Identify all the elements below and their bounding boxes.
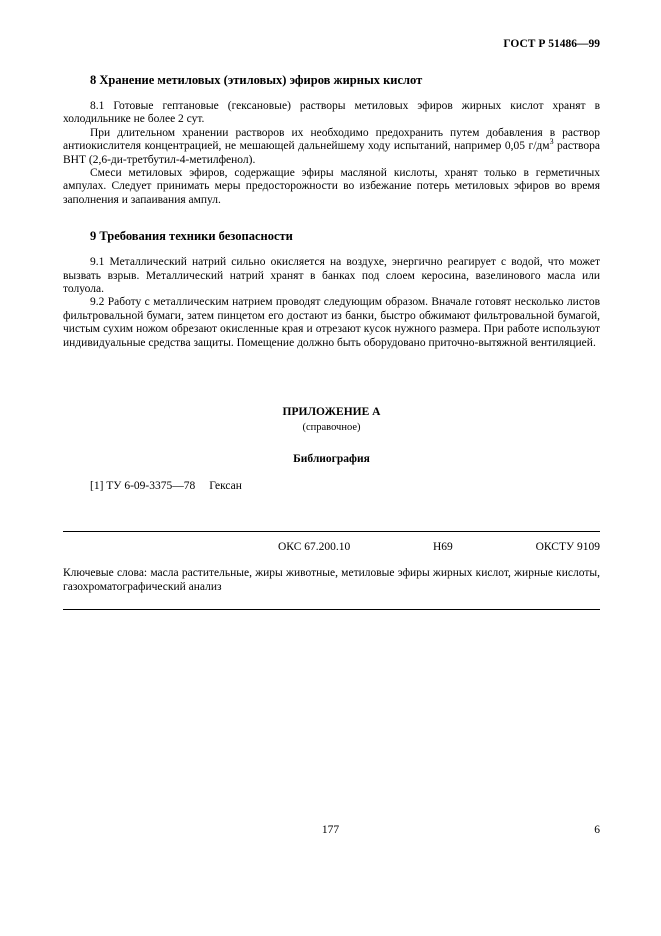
bibliography-item-ref: [1] ТУ 6-09-3375—78 xyxy=(90,480,196,493)
doc-number: ГОСТ Р 51486—99 xyxy=(503,38,600,50)
paragraph-8-storage-text: При длительном хранении растворов их необходимо предохранить путем добавления в раствор антиокислителя концентрацией, не мешающей дальнейшему ходу испытаний, например 0,05 г/дм xyxy=(63,126,600,153)
keywords-paragraph: Ключевые слова: масла растительные, жиры животные, метиловые эфиры жирных кислот, жирные кислоты, газохроматографический анализ xyxy=(63,567,600,593)
oks-code: ОКС 67.200.10 xyxy=(278,541,351,554)
page-content xyxy=(63,38,600,610)
section-9-title: 9 Требования техники безопасности xyxy=(90,229,293,244)
bibliography-item xyxy=(63,480,600,493)
appendix-title: ПРИЛОЖЕНИЕ А xyxy=(282,406,381,419)
appendix-block xyxy=(63,406,600,434)
page-number: 177 xyxy=(321,824,340,836)
paragraph-8-ampoules: Смеси метиловых эфиров, содержащие эфиры масляной кислоты, хранят только в герметичных ампулах. Следует принимать меры предосторожности во избежание потерь метиловых эфиров во время заполнения и запаивания ампул. xyxy=(63,167,600,206)
section-8-title: 8 Хранение метиловых (этиловых) эфиров жирных кислот xyxy=(90,73,423,87)
superscript-3: 3 xyxy=(549,137,554,147)
divider-bottom xyxy=(63,609,600,610)
paragraph-8-storage-tail: раствора ВНТ (2,6-ди-третбутил-4-метилфенол). xyxy=(63,140,600,166)
class-code: Н69 xyxy=(433,541,453,554)
divider-top xyxy=(63,531,600,532)
paragraph-9-2: 9.2 Работу с металлическим натрием проводят следующим образом. Вначале готовят несколько листов фильтровальной бумаги, затем пинцетом его достают из банки, быстро обжимают фильтровальной бумагой, чистым сухим ножом обрезают окисленные края и отрезают кусок нужного размера. При работе используют индивидуальные средства защиты. Помещение должно быть оборудовано приточно-вытяжной вентиляцией. xyxy=(63,296,600,349)
sheet-number: 6 xyxy=(594,824,600,836)
paragraph-8-storage xyxy=(63,127,600,167)
appendix-subtitle: (справочное) xyxy=(302,422,361,434)
bibliography-title: Библиография xyxy=(293,453,370,466)
paragraph-9-1: 9.1 Металлический натрий сильно окисляется на воздухе, энергично реагирует с водой, что может вызвать взрыв. Металлический натрий хранят в банках под слоем керосина, вазелинового масла или толуола. xyxy=(63,256,600,296)
paragraph-8-1: 8.1 Готовые гептановые (гексановые) растворы метиловых эфиров жирных кислот хранят в холодильнике не более 2 сут. xyxy=(63,100,600,126)
bibliography-item-name: Гексан xyxy=(209,480,242,493)
classification-codes-row xyxy=(63,541,600,554)
okstu-code: ОКСТУ 9109 xyxy=(535,541,600,554)
